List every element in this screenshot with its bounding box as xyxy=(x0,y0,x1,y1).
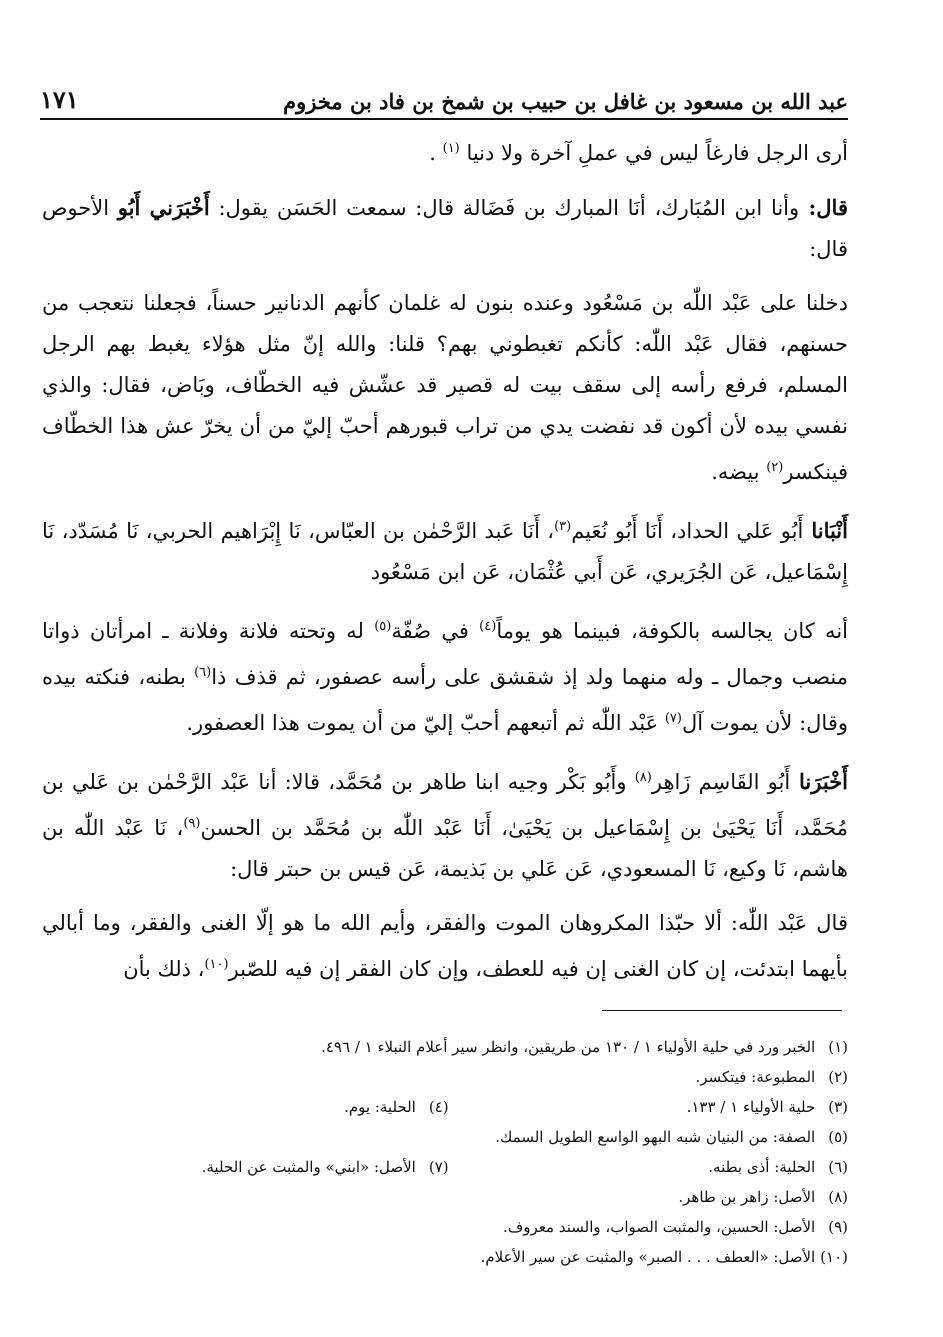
footnote-8 xyxy=(80,1182,848,1212)
footnote-ref[interactable]: (٩) xyxy=(183,816,201,831)
paragraph-2 xyxy=(42,187,848,270)
text-run: الأحوص قال: xyxy=(42,196,848,261)
paragraph-1 xyxy=(42,128,848,174)
lead-word: أَخْبَرَني أَبُو xyxy=(117,195,210,220)
text-run: أرى الرجل فارغاً ليس في عملِ آخرة ولا دنيا xyxy=(466,141,848,165)
footnote-ref[interactable]: (٧) xyxy=(664,711,682,726)
footnote-number: (١) xyxy=(828,1038,848,1056)
paragraph-6 xyxy=(42,757,848,890)
text-run: في صُفّة xyxy=(391,619,480,643)
lead-word: أَنْبَانا xyxy=(803,518,848,543)
footnote-ref[interactable]: (٣) xyxy=(554,519,572,534)
footnote-text: المطبوعة: فيتكسر. xyxy=(695,1068,816,1086)
text-run: قال عَبْد اللّٰه: ألا حبّذا المكروهان الموت والفقر، وأيم الله ما هو إلّا الغنى والفقر، وما أبالي بأيهما ابتدئت، إن كان الغنى إن فيه للعطف، وإن كان الفقر إن فيه للصّبر xyxy=(42,911,848,981)
footnote-number: (٨) xyxy=(828,1188,848,1206)
text-run: عَبْد اللّٰه ثم أتبعهم أحبّ إليّ من أن يموت هذا العصفور. xyxy=(186,711,665,735)
footnote-rule xyxy=(602,1010,842,1011)
paragraph-4 xyxy=(42,506,848,593)
footnote-10 xyxy=(80,1242,848,1272)
footnote-ref[interactable]: (٢) xyxy=(766,460,784,475)
text-run: ، نَا عَبْد اللّٰه بن هاشم، نَا وكيع، نَا المسعودي، عَن عَلي بن بَذيمة، عَن قيس بن حبتر قال: xyxy=(42,816,848,881)
text-run: أنه كان يجالسه بالكوفة، فبينما هو يوماً xyxy=(496,619,848,643)
footnote-1 xyxy=(80,1032,848,1062)
footnote-ref[interactable]: (٥) xyxy=(374,619,392,634)
paragraph-3 xyxy=(42,283,848,493)
footnote-number: (٣) xyxy=(828,1098,848,1116)
footnote-number: (٧) xyxy=(428,1158,449,1176)
footnote-text: الحلية: أذى بطنه. xyxy=(708,1158,816,1176)
footnote-row xyxy=(80,1152,848,1182)
lead-word: أَخْبَرَنا xyxy=(790,769,849,794)
footnote-number: (٤) xyxy=(428,1098,449,1116)
footnote-text: الأصل: زاهر بن طاهر. xyxy=(678,1188,816,1206)
footnote-text: الصفة: من البنيان شبه البهو الواسع الطويل السمك. xyxy=(495,1128,816,1146)
text-run: بطنه، فنكته بيده وقال: لأن يموت آل xyxy=(42,665,848,735)
text-run: أَبُو القَاسِم زَاهِر xyxy=(651,770,791,794)
text-run: وأنا ابن المُبَارك، أنَا المبارك بن فَضَالة قال: سمعت الحَسَن يقول: xyxy=(209,196,800,220)
text-run: بيضه. xyxy=(711,460,767,484)
footnote-5 xyxy=(80,1122,848,1152)
text-run: أَبُو عَلي الحداد، أَنَا أَبُو نُعَيم xyxy=(571,519,804,543)
footnote-4 xyxy=(344,1092,449,1122)
header-rule xyxy=(40,118,848,120)
footnote-ref[interactable]: (٦) xyxy=(194,665,212,680)
paragraph-5 xyxy=(42,606,848,744)
footnote-number: (٦) xyxy=(828,1158,848,1176)
paragraph-7 xyxy=(42,903,848,990)
footnote-3 xyxy=(449,1092,848,1122)
footnote-ref[interactable]: (٤) xyxy=(479,619,497,634)
footnote-text: الأصل: الحسين، والمثبت الصواب، والسند معروف. xyxy=(502,1218,816,1236)
footnote-text: الأصل: «ابني» والمثبت عن الحلية. xyxy=(201,1158,416,1176)
footnote-text: الحلية: يوم. xyxy=(344,1098,416,1116)
text-run: وأَبُو بَكْر وجيه ابنا طاهر بن مُحَمَّد، قالا: أنا عَبْد الرَّحْمٰن بن عَلي بن مُحَمَّد، أَنَا يَحْيَىٰ بن إِسْمَاعيل بن يَحْيَىٰ، أَنَا عَبْد اللّٰه بن مُحَمَّد بن الحسن xyxy=(42,770,849,840)
footnote-9 xyxy=(80,1212,848,1242)
page-number: ١٧١ xyxy=(40,85,79,114)
running-title: عبد الله بن مسعود بن غافل بن حبيب بن شمخ بن فاد بن مخزوم xyxy=(283,89,848,114)
footnotes xyxy=(80,1032,848,1272)
text-run: ، أَنَا عَبد الرَّحْمٰن بن العبّاس، نَا إِبْرَاهيم الحربي، نَا مُسَدّد، نَا إِسْمَاعيل، عَن الجُرَيري، عَن أَبي عُثْمَان، عَن ابن مَسْعُود xyxy=(42,519,848,584)
footnote-text: الخبر ورد في حلية الأولياء ١ / ١٣٠ من طريقين، وانظر سير أعلام النبلاء ١ / ٤٩٦. xyxy=(321,1038,816,1056)
main-text xyxy=(42,128,848,1003)
footnote-number: (٢) xyxy=(828,1068,848,1086)
footnote-text: الأصل: «العطف . . . الصبر» والمثبت عن سير الأعلام. xyxy=(480,1248,816,1266)
footnote-number: (٥) xyxy=(828,1128,848,1146)
text-run: دخلنا على عَبْد اللّٰه بن مَسْعُود وعنده بنون له غلمان كأنهم الدنانير حسناً، فجعلنا نتعجب من حسنهم، فقال عَبْد اللّٰه: كأنكم تغبطوني بهم؟ قلنا: والله إنّ مثل هؤلاء يغبط بهم الرجل المسلم، فرفع رأسه إلى سقف بيت له قصير قد عشّش فيه الخطّاف، وبَاض، فقال: والذي نفسي بيده لأن أكون قد نفضت يدي من تراب قبورهم أحبّ إليّ من أن يخرّ عش هذا الخطّاف فينكسر xyxy=(42,291,848,484)
footnote-ref[interactable]: (١٠) xyxy=(204,957,229,972)
text-run: له وتحته فلانة وفلانة ـ امرأتان ذواتا منصب وجمال ـ وله منهما ولد إذ شقشق على رأسه عصفور، ثم قذف ذا xyxy=(42,619,848,689)
text-run: . xyxy=(429,141,443,165)
text-run: ، ذلك بأن xyxy=(123,957,205,981)
footnote-ref[interactable]: (١) xyxy=(442,141,460,156)
footnote-ref[interactable]: (٨) xyxy=(634,770,652,785)
footnote-number: (٩) xyxy=(828,1218,848,1236)
footnote-6 xyxy=(449,1152,848,1182)
footnote-row xyxy=(80,1092,848,1122)
footnote-number: (١٠) xyxy=(820,1248,848,1266)
footnote-2 xyxy=(80,1062,848,1092)
footnote-7 xyxy=(202,1152,449,1182)
lead-word: قال: xyxy=(799,195,848,220)
footnote-text: حلية الأولياء ١ / ١٣٣. xyxy=(686,1098,816,1116)
page-header xyxy=(40,78,848,114)
